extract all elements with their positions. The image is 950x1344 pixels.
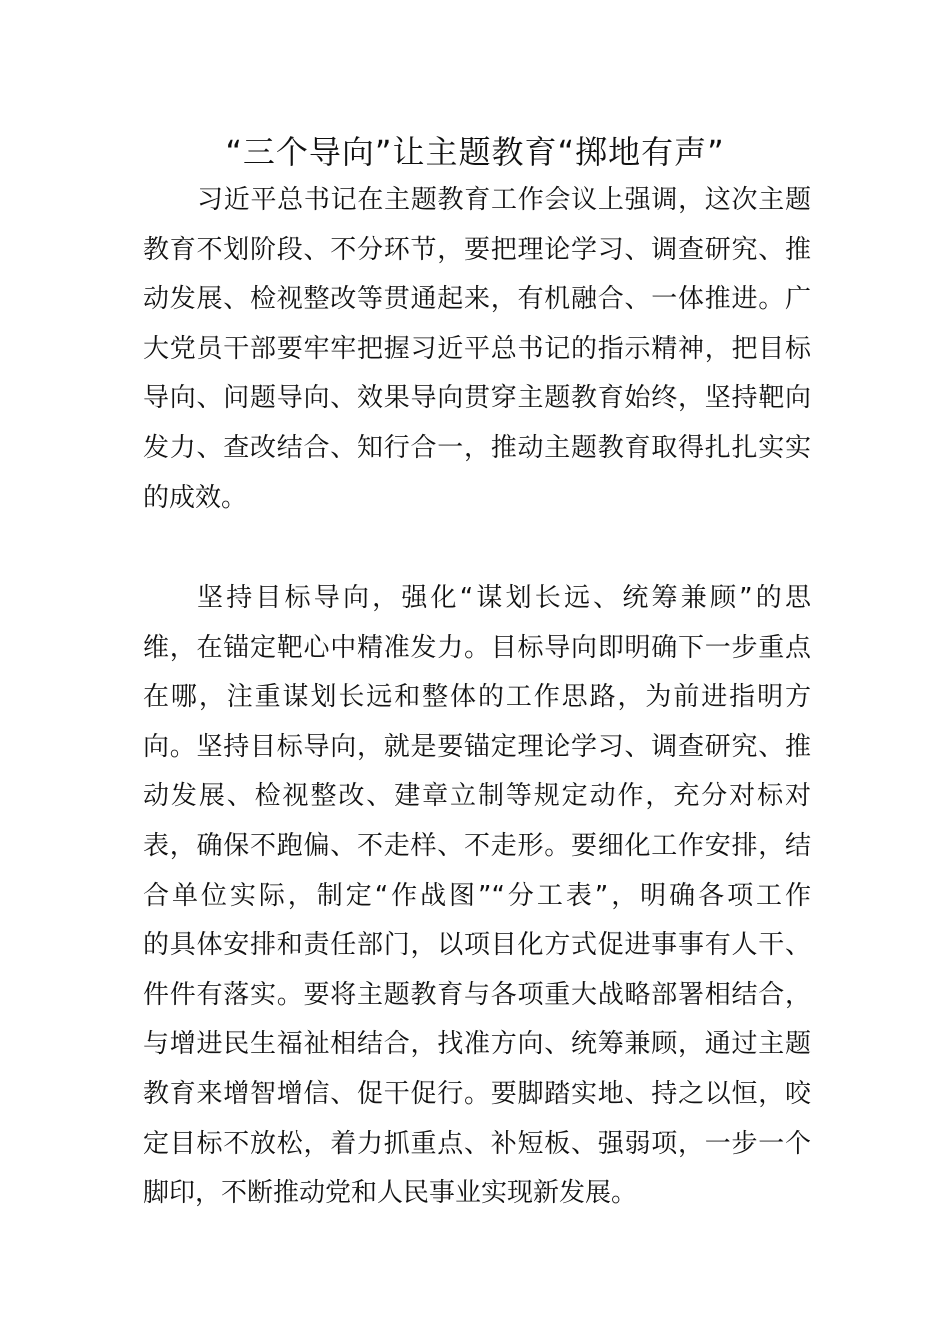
document-title: “三个导向”让主题教育“掷地有声” <box>225 133 725 171</box>
paragraph-line: 坚持目标导向，强化“谋划长远、统筹兼顾”的思 <box>197 583 811 613</box>
paragraph-line: 发力、查改结合、知行合一，推动主题教育取得扎扎实实 <box>143 432 811 463</box>
paragraph-line: 教育不划阶段、不分环节，要把理论学习、调查研究、推 <box>143 234 811 265</box>
paragraph-line: 的具体安排和责任部门，以项目化方式促进事事有人干、 <box>143 930 811 961</box>
paragraph-2 <box>143 574 811 1219</box>
paragraph-line: 向。坚持目标导向，就是要锚定理论学习、调查研究、推 <box>143 731 811 762</box>
paragraph-line: 大党员干部要牢牢把握习近平总书记的指示精神，把目标 <box>143 333 811 364</box>
paragraph-line: 习近平总书记在主题教育工作会议上强调，这次主题 <box>197 185 811 215</box>
paragraph-line: 动发展、检视整改、建章立制等规定动作，充分对标对 <box>143 781 811 812</box>
paragraph-line: 在哪，注重谋划长远和整体的工作思路，为前进指明方 <box>143 682 811 713</box>
paragraph-line: 导向、问题导向、效果导向贯穿主题教育始终，坚持靶向 <box>143 383 811 414</box>
paragraph-line: 的成效。 <box>143 482 248 513</box>
paragraph-line: 脚印，不断推动党和人民事业实现新发展。 <box>143 1178 638 1209</box>
paragraph-line: 合单位实际，制定“作战图”“分工表”，明确各项工作 <box>143 880 811 911</box>
paragraph-line: 定目标不放松，着力抓重点、补短板、强弱项，一步一个 <box>143 1128 811 1159</box>
paragraph-line: 表，确保不跑偏、不走样、不走形。要细化工作安排，结 <box>143 830 811 861</box>
paragraph-line: 教育来增智增信、促干促行。要脚踏实地、持之以恒，咬 <box>143 1078 811 1109</box>
paragraph-line: 维，在锚定靶心中精准发力。目标导向即明确下一步重点 <box>143 632 811 663</box>
paragraph-line: 件件有落实。要将主题教育与各项重大战略部署相结合， <box>143 979 811 1010</box>
paragraph-line: 与增进民生福祉相结合，找准方向、统筹兼顾，通过主题 <box>143 1029 811 1060</box>
paragraph-line: 动发展、检视整改等贯通起来，有机融合、一体推进。广 <box>143 284 811 315</box>
paragraph-1 <box>143 176 811 523</box>
